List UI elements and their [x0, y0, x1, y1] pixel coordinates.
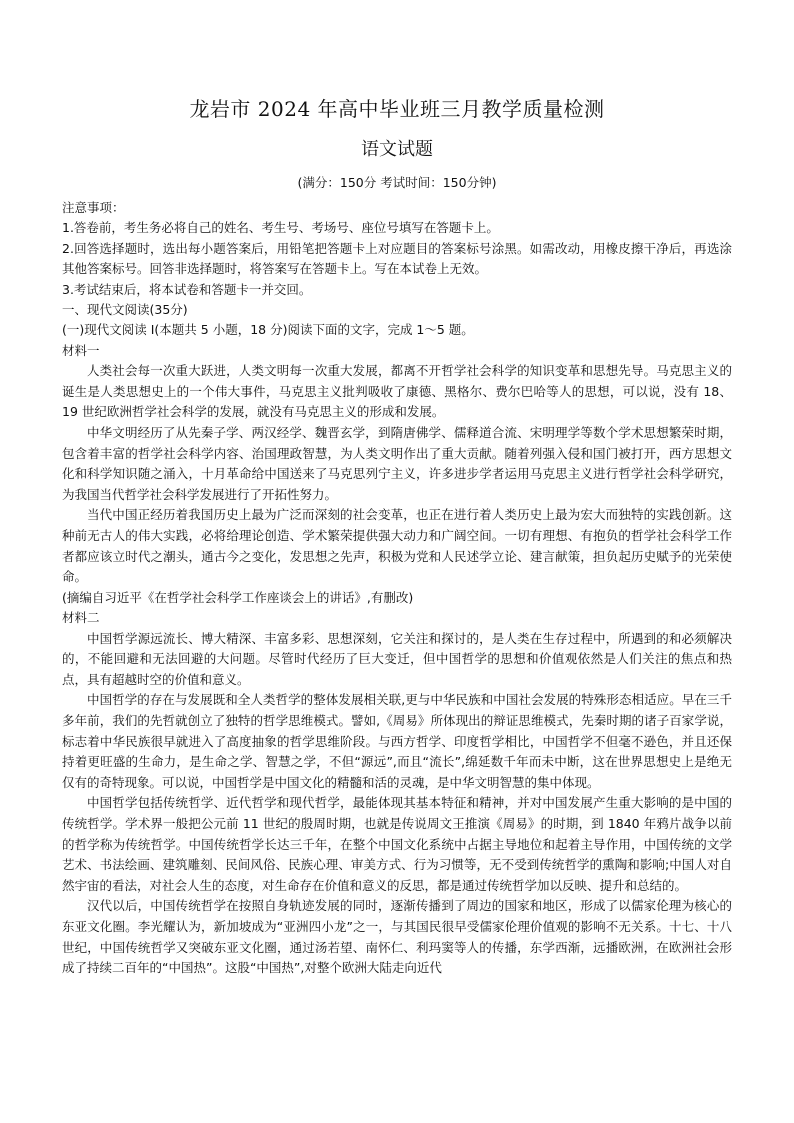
material-one [62, 341, 732, 608]
exam-info: (满分：150分 考试时间：150分钟) [297, 175, 497, 190]
material-label: 材料二 [62, 610, 100, 626]
material-label: 材料一 [62, 342, 100, 358]
material-paragraph: 当代中国正经历着我国历史上最为广泛而深刻的社会变革，也正在进行着人类历史上最为宏大而独特的实践创新。这种前无古人的伟大实践，必将给理论创造、学术繁荣提供强大动力和广阔空间。一切有理想、有抱负的哲学社会科学工作者都应该立时代之潮头，通古今之变化，发思想之先声，积极为党和人民述学立论、建言献策，担负起历史赋予的光荣使命。 [62, 507, 732, 585]
notice-item: 3.考试结束后，将本试卷和答题卡一并交回。 [62, 281, 312, 297]
material-paragraph: 人类社会每一次重大跃进，人类文明每一次重大发展，都离不开哲学社会科学的知识变革和思想先导。马克思主义的诞生是人类思想史上的一个伟大事件，马克思主义批判吸收了康德、黑格尔、费尔巴哈等人的思想，可以说，没有 18、19 世纪欧洲哲学社会科学的发展，就没有马克思主义的形成和发展。 [62, 363, 732, 420]
section-sub-heading: (一)现代文阅读 I(本题共 5 小题，18 分)阅读下面的文字，完成 1～5 题。 [62, 322, 474, 338]
notice-item: 2.回答选择题时，选出每小题答案后，用铅笔把答题卡上对应题目的答案标号涂黑。如需改动，用橡皮擦干净后，再选涂其他答案标号。回答非选择题时，将答案写在答题卡上。写在本试卷上无效。 [62, 240, 732, 277]
section-heading: 一、现代文阅读(35分) [62, 302, 188, 318]
material-paragraph: 中华文明经历了从先秦子学、两汉经学、魏晋玄学，到隋唐佛学、儒释道合流、宋明理学等数个学术思想繁荣时期，包含着丰富的哲学社会科学内容、治国理政智慧，为人类文明作出了重大贡献。随着列强入侵和国门被打开，西方思想文化和科学知识随之涌入，十月革命给中国送来了马克思列宁主义，许多进步学者运用马克思主义进行哲学社会科学研究，为我国当代哲学社会科学发展进行了开拓性努力。 [62, 425, 732, 502]
notice-block [62, 198, 732, 300]
material-paragraph: 中国哲学的存在与发展既和全人类哲学的整体发展相关联,更与中华民族和中国社会发展的特殊形态相适应。早在三千多年前，我们的先哲就创立了独特的哲学思维模式。譬如,《周易》所体现出的辩证思维模式，先秦时期的诸子百家学说，标志着中华民族很早就进入了高度抽象的哲学思维阶段。与西方哲学、印度哲学相比，中国哲学不但毫不逊色，并且还保持着更旺盛的生命力，是生命之学、智慧之学，不但“源远”,而且“流长”,绵延数千年而未中断，这在世界思想史上是绝无仅有的奇特现象。可以说，中国哲学是中国文化的精髓和活的灵魂，是中华文明智慧的集中体现。 [62, 692, 732, 790]
notice-heading: 注意事项： [62, 200, 125, 215]
subject-title: 语文试题 [361, 139, 433, 160]
exam-title: 龙岩市 2024 年高中毕业班三月教学质量检测 [189, 97, 605, 121]
notice-item: 1.答卷前，考生务必将自己的姓名、考生号、考场号、座位号填写在答题卡上。 [62, 220, 499, 236]
material-paragraph: 中国哲学源远流长、博大精深、丰富多彩、思想深刻，它关注和探讨的，是人类在生存过程中，所遇到的和必须解决的，不能回避和无法回避的大问题。尽管时代经历了巨大变迁，但中国哲学的思想和价值观依然是人们关注的焦点和热点，具有超越时空的价值和意义。 [62, 630, 732, 687]
material-paragraph: 中国哲学包括传统哲学、近代哲学和现代哲学，最能体现其基本特征和精神，并对中国发展产生重大影响的是中国的传统哲学。学术界一般把公元前 11 世纪的殷周时期，也就是传说周文王推演《周易》的时期，到 1840 年鸦片战争以前的哲学称为传统哲学。中国传统哲学长达三千年，在整个中国文化系统中占据主导地位和起着主导作用，中国传统的文学艺术、书法绘画、建筑雕刻、民间风俗、民族心理、审美方式、行为习惯等，无不受到传统哲学的熏陶和影响;中国人对自然宇宙的看法，对社会人生的态度，对生命存在价值和意义的反思，都是通过传统哲学加以反映、提升和总结的。 [62, 795, 732, 893]
material-source: (摘编自习近平《在哲学社会科学工作座谈会上的讲话》,有删改) [62, 589, 414, 605]
material-two [62, 608, 732, 979]
material-paragraph: 汉代以后，中国传统哲学在按照自身轨迹发展的同时，逐渐传播到了周边的国家和地区，形成了以儒家伦理为核心的东亚文化圈。李光耀认为，新加坡成为“亚洲四小龙”之一，与其国民很早受儒家伦理价值观的影响不无关系。十七、十八世纪，中国传统哲学又突破东亚文化圈，通过汤若望、南怀仁、利玛窦等人的传播，东学西渐，远播欧洲，在欧洲社会形成了持续二百年的“中国热”。这股“中国热”,对整个欧洲大陆走向近代 [62, 898, 732, 976]
